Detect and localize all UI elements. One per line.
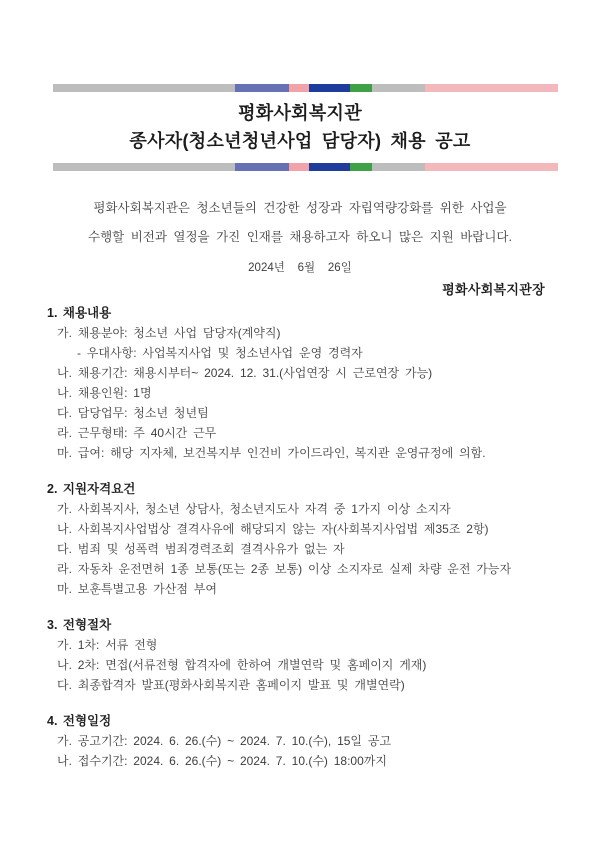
section-heading: 3. 전형절차: [47, 618, 112, 632]
bar-segment-navy-blue: [309, 84, 350, 92]
bar-segment-green: [350, 163, 372, 171]
announcement-date: 2024년 6월 26일: [248, 262, 352, 274]
bar-segment-gray: [53, 84, 235, 92]
bar-segment-gray: [53, 163, 235, 171]
intro-paragraph-line1: 평화사회복지관은 청소년들의 건강한 성장과 자립역량강화를 위한 사업을: [93, 201, 507, 215]
section-heading: 4. 전형일정: [47, 714, 112, 728]
section-item: 나. 2차: 면접(서류전형 합격자에 한하여 개별연락 및 홈페이지 게재): [57, 658, 427, 672]
bar-segment-slate-blue: [235, 163, 289, 171]
section-item: 나. 채용인원: 1명: [57, 386, 152, 400]
bar-segment-salmon-pink: [289, 163, 309, 171]
intro-paragraph-line2: 수행할 비전과 열정을 가진 인재를 채용하고자 하오니 많은 지원 바랍니다.: [88, 230, 512, 244]
bar-segment-slate-blue: [235, 84, 289, 92]
section-item: 가. 사회복지사, 청소년 상담사, 청소년지도사 자격 중 1가지 이상 소지자: [57, 502, 451, 516]
sections-container: [47, 303, 570, 787]
section-item: 마. 보훈특별고용 가산점 부여: [57, 582, 217, 596]
section-item: - 우대사항: 사업복지사업 및 청소년사업 운영 경력자: [77, 346, 363, 360]
section-4: [47, 711, 570, 771]
signer-title: 평화사회복지관장: [442, 282, 545, 297]
document-title-line2: 종사자(청소년청년사업 담당자) 채용 공고: [129, 131, 471, 151]
section-item: 다. 최종합격자 발표(평화사회복지관 홈페이지 발표 및 개별연락): [57, 678, 405, 692]
section-item: 마. 급여: 해당 지자체, 보건복지부 인건비 가이드라인, 복지관 운영규정에 의함.: [57, 446, 486, 460]
bar-segment-salmon-pink: [289, 84, 309, 92]
section-item: 다. 담당업무: 청소년 청년팀: [57, 406, 209, 420]
bar-segment-light-pink: [425, 163, 558, 171]
section-item: 라. 근무형태: 주 40시간 근무: [57, 426, 217, 440]
section-item: 라. 자동차 운전면허 1종 보통(또는 2종 보통) 이상 소지자로 실제 차량 운전 가능자: [57, 562, 512, 576]
section-item: 나. 채용기간: 채용시부터~ 2024. 12. 31.(사업연장 시 근로연장 가능): [57, 366, 433, 380]
section-item: 가. 1차: 서류 전형: [57, 638, 158, 652]
section-item: 나. 접수기간: 2024. 6. 26.(수) ~ 2024. 7. 10.(수) 18:00까지: [57, 754, 387, 768]
bar-segment-gray: [372, 84, 425, 92]
section-3: [47, 615, 570, 695]
bar-segment-navy-blue: [309, 163, 350, 171]
bar-segment-green: [350, 84, 372, 92]
section-item: 가. 공고기간: 2024. 6. 26.(수) ~ 2024. 7. 10.(수), 15일 공고: [57, 734, 392, 748]
decorative-bar-bottom: [53, 163, 558, 171]
section-item: 가. 채용분야: 청소년 사업 담당자(계약직): [57, 326, 281, 340]
section-1: [47, 303, 570, 463]
section-item: 다. 범죄 및 성폭력 범죄경력조회 결격사유가 없는 자: [57, 542, 345, 556]
section-2: [47, 479, 570, 599]
section-heading: 1. 채용내용: [47, 306, 112, 320]
decorative-bar-top: [53, 84, 558, 92]
section-item: 나. 사회복지사업법상 결격사유에 해당되지 않는 자(사회복지사업법 제35조 2항): [57, 522, 489, 536]
document-title-line1: 평화사회복지관: [238, 103, 362, 123]
bar-segment-gray: [372, 163, 425, 171]
bar-segment-light-pink: [425, 84, 558, 92]
section-heading: 2. 지원자격요건: [47, 482, 136, 496]
